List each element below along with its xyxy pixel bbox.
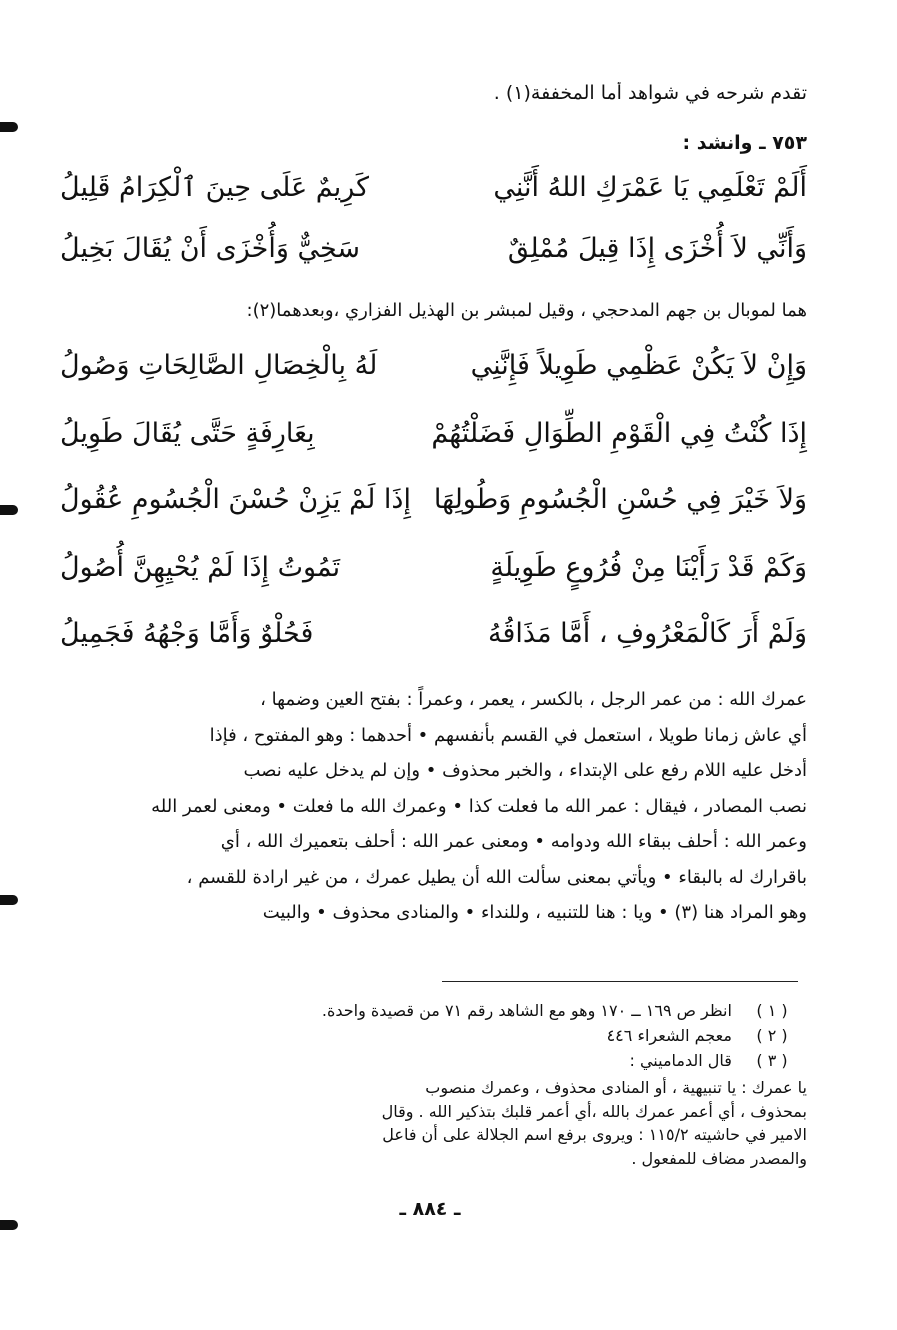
footnote-body-line: والمصدر مضاف للمفعول .: [631, 1148, 807, 1168]
verse-first-hemistich: وَإِنْ لاَ يَكُنْ عَظْمِي طَوِيلاً فَإِنَّنِي: [470, 350, 807, 381]
verse-heading: ٧٥٣ ـ وانشد :: [682, 132, 807, 154]
footnote-body-line: يا عمرك : يا تنبيهية ، أو المنادى محذوف ، وعمرك منصوب: [425, 1078, 807, 1097]
verse-line: [60, 484, 807, 534]
footnote: [40, 1026, 807, 1048]
footnote-number: ( ٢ ): [756, 1026, 788, 1045]
verse-second-hemistich: كَرِيمٌ عَلَى حِينَ ٱلْكِرَامُ قَلِيلُ: [60, 172, 370, 203]
commentary-line: عمرك الله : من عمر الرجل ، بالكسر ، يعمر ، وعمراً : بفتح العين وضمها ،: [260, 689, 807, 710]
footnote-body-line: الامير في حاشيته ١١٥/٢ : ويروى برفع اسم الجلالة على أن فاعل: [382, 1125, 807, 1144]
verse-first-hemistich: وَكَمْ قَدْ رَأَيْنَا مِنْ فُرُوعٍ طَوِيلَةٍ: [490, 552, 807, 583]
footnote-body-line: بمحذوف ، أي أعمر عمرك بالله ،أي أعمر قلبك بتذكير الله . وقال: [381, 1101, 807, 1121]
intro-line: تقدم شرحه في شواهد أما المخففة(١) .: [493, 82, 807, 104]
margin-mark: [0, 505, 18, 515]
margin-mark: [0, 1220, 18, 1230]
footnote-text: انظر ص ١٦٩ ــ ١٧٠ وهو مع الشاهد رقم ٧١ من قصيدة واحدة.: [321, 1001, 732, 1020]
commentary-line: وهو المراد هنا (٣) • ويا : هنا للتنبيه ، وللنداء • والمنادى محذوف • والبيت: [262, 902, 807, 923]
footnote: [40, 1051, 807, 1073]
verse-line: [60, 172, 807, 222]
margin-mark: [0, 895, 18, 905]
page-number: ـ ٨٨٤ ـ: [399, 1198, 461, 1220]
commentary-paragraph: [46, 682, 807, 931]
footnote-text: معجم الشعراء ٤٤٦: [606, 1026, 732, 1045]
verse-line: [60, 552, 807, 602]
footnote-number: ( ٣ ): [756, 1051, 788, 1070]
commentary-line: باقرارك له بالبقاء • ويأتي بمعنى سألت الله أن يطيل عمرك ، من غير ارادة للقسم ،: [186, 866, 807, 888]
verse-line: [60, 233, 807, 283]
verse-second-hemistich: سَخِيٌّ وَأُخْزَى أَنْ يُقَالَ بَخِيلُ: [60, 233, 361, 264]
commentary-line: أي عاش زمانا طويلا ، استعمل في القسم بأنفسهم • أحدهما : وهو المفتوح ، فإذا: [209, 724, 807, 746]
verse-line: [60, 418, 807, 468]
verse-second-hemistich: فَحُلْوٌ وَأَمَّا وَجْهُهُ فَجَمِيلُ: [60, 618, 314, 649]
commentary-line: أدخل عليه اللام رفع على الإبتداء ، والخبر محذوف • وإن لم يدخل عليه نصب: [243, 760, 807, 781]
margin-mark: [0, 122, 18, 132]
verse-first-hemistich: أَلَمْ تَعْلَمِي يَا عَمْرَكِ اللهُ أَنَّنِي: [493, 172, 807, 203]
verse-second-hemistich: تَمُوتُ إِذَا لَمْ يُحْيِهِنَّ أُصُولُ: [60, 552, 341, 583]
verse-first-hemistich: وَأَنِّي لاَ أُخْزَى إِذَا قِيلَ مُمْلِقٌ: [507, 233, 807, 264]
footnote: [40, 1001, 807, 1023]
footnote-body: [46, 1076, 807, 1170]
verse-line: [60, 350, 807, 400]
commentary-line: وعمر الله : أحلف ببقاء الله ودوامه • ومعنى عمر الله : أحلف بتعميرك الله ، أي: [220, 831, 807, 852]
footnote-number: ( ١ ): [756, 1001, 788, 1020]
verse-second-hemistich: بِعَارِفَةٍ حَتَّى يُقَالَ طَوِيلُ: [60, 418, 315, 449]
verse-second-hemistich: لَهُ بِالْخِصَالِ الصَّالِحَاتِ وَصُولُ: [60, 350, 378, 381]
verse-line: [60, 618, 807, 668]
footnote-divider: [442, 981, 798, 982]
attribution-line: هما لموبال بن جهم المدحجي ، وقيل لمبشر بن الهذيل الفزاري ،وبعدهما(٢):: [246, 300, 807, 321]
verse-first-hemistich: وَلاَ خَيْرَ فِي حُسْنِ الْجُسُومِ وَطُولِهَا: [433, 484, 807, 515]
commentary-line: نصب المصادر ، فيقال : عمر الله ما فعلت كذا • وعمرك الله ما فعلت • ومعنى لعمر الله: [151, 795, 807, 817]
verse-first-hemistich: إِذَا كُنْتُ فِي الْقَوْمِ الطِّوَالِ فَضَلْتُهُمْ: [431, 418, 807, 449]
verse-second-hemistich: إِذَا لَمْ يَزِنْ حُسْنَ الْجُسُومِ عُقُولُ: [60, 484, 411, 515]
verse-first-hemistich: وَلَمْ أَرَ كَالْمَعْرُوفِ ، أَمَّا مَذَاقُهُ: [488, 618, 807, 649]
footnote-text: قال الدماميني :: [629, 1051, 732, 1070]
